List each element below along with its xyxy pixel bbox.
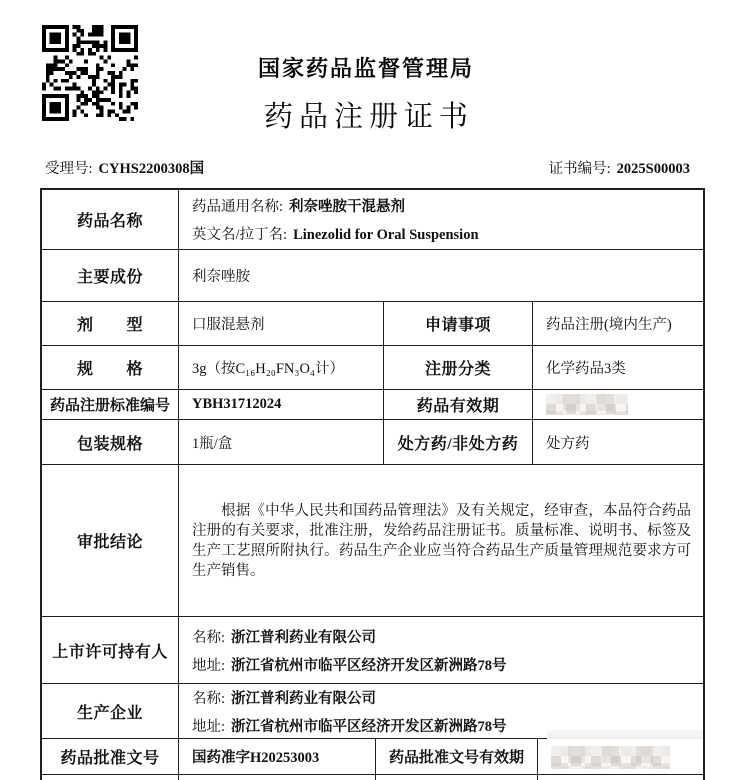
application-item-label: 申请事项	[383, 302, 532, 345]
drug-name-label: 药品名称	[76, 213, 143, 230]
certificate-number	[549, 157, 690, 178]
row-approval-conclusion	[42, 465, 703, 617]
certificate-number-label: 证书编号:	[548, 161, 611, 177]
package-value: 1瓶/盒	[178, 420, 383, 464]
approval-conclusion-text: 根据《中华人民共和国药品管理法》及有关规定，经审查，本品符合药品注册的有关要求，批准注册，发给药品注册证书。质量标准、说明书、标签及生产工艺照所附执行。药品生产企业应当符合药品生产质量管理规范要求方可生产销售。	[192, 502, 691, 579]
specification-value: 3g（按C₁₆H₂₀FN₃O₄计）	[178, 346, 383, 389]
manufacturer-address-label: 地址:	[192, 718, 226, 735]
row-partial-cutoff	[42, 775, 703, 780]
row-standard-number	[42, 390, 703, 420]
approval-number-value: 国药准字H20253003	[178, 739, 375, 774]
application-item-value: 药品注册(境内生产)	[532, 302, 703, 345]
certificate-table	[40, 188, 705, 780]
acceptance-value: CYHS2200308国	[98, 161, 205, 177]
row-package	[42, 420, 703, 465]
holder-name-value: 浙江普利药业有限公司	[231, 629, 377, 646]
manufacturer-name-value: 浙江普利药业有限公司	[231, 690, 377, 707]
package-label: 包装规格	[76, 435, 143, 453]
certificate-title: 药品注册证书	[263, 101, 474, 133]
row-specification	[42, 346, 703, 390]
holder-address-label: 地址:	[192, 657, 226, 674]
ingredient-label: 主要成份	[76, 269, 143, 286]
row-license-holder	[42, 617, 703, 684]
generic-name-label: 药品通用名称:	[192, 199, 284, 215]
standard-number-value: YBH31712024	[178, 390, 383, 419]
registration-class-value: 化学药品3类	[532, 346, 703, 389]
license-holder-value	[178, 617, 703, 683]
license-holder-label: 上市许可持有人	[52, 643, 168, 661]
holder-address-value: 浙江省杭州市临平区经济开发区新洲路78号	[231, 657, 507, 674]
redacted-drug-validity	[546, 394, 628, 415]
manufacturer-label: 生产企业	[76, 704, 143, 722]
redaction-halo	[547, 730, 703, 739]
dosage-form-value: 口服混悬剂	[178, 302, 383, 345]
certificate-number-value: 2025S00003	[616, 161, 690, 177]
row-dosage-form	[42, 302, 703, 346]
approval-conclusion-value	[178, 465, 703, 616]
specification-label: 规 格	[76, 361, 143, 378]
approval-validity-label: 药品批准文号有效期	[375, 739, 537, 774]
standard-number-label: 药品注册标准编号	[49, 398, 170, 414]
english-name-value: Linezolid for Oral Suspension	[293, 227, 479, 243]
acceptance-number	[45, 157, 204, 178]
agency-title: 国家药品监督管理局	[257, 56, 474, 81]
ingredient-value: 利奈唑胺	[178, 250, 703, 301]
approval-conclusion-label: 审批结论	[76, 534, 143, 551]
redacted-approval-validity	[551, 746, 670, 769]
manufacturer-address-value: 浙江省杭州市临平区经济开发区新洲路78号	[231, 718, 507, 735]
english-name-label: 英文名/拉丁名:	[192, 227, 288, 243]
acceptance-label: 受理号:	[45, 161, 93, 177]
drug-name-value	[178, 190, 703, 249]
row-ingredient	[42, 250, 703, 302]
manufacturer-name-label: 名称:	[192, 690, 226, 707]
holder-name-label: 名称:	[192, 629, 226, 646]
row-approval-number	[42, 739, 703, 775]
rx-type-label: 处方药/非处方药	[383, 420, 532, 464]
registration-class-label: 注册分类	[383, 346, 532, 389]
row-drug-name	[42, 190, 703, 250]
drug-validity-value	[532, 390, 703, 419]
meta-row	[45, 157, 690, 178]
approval-validity-value	[537, 739, 703, 774]
drug-validity-label: 药品有效期	[383, 390, 532, 419]
approval-number-label: 药品批准文号	[60, 750, 160, 767]
rx-type-value: 处方药	[532, 420, 703, 464]
dosage-form-label: 剂 型	[76, 317, 143, 334]
generic-name-value: 利奈唑胺干混悬剂	[289, 199, 406, 215]
